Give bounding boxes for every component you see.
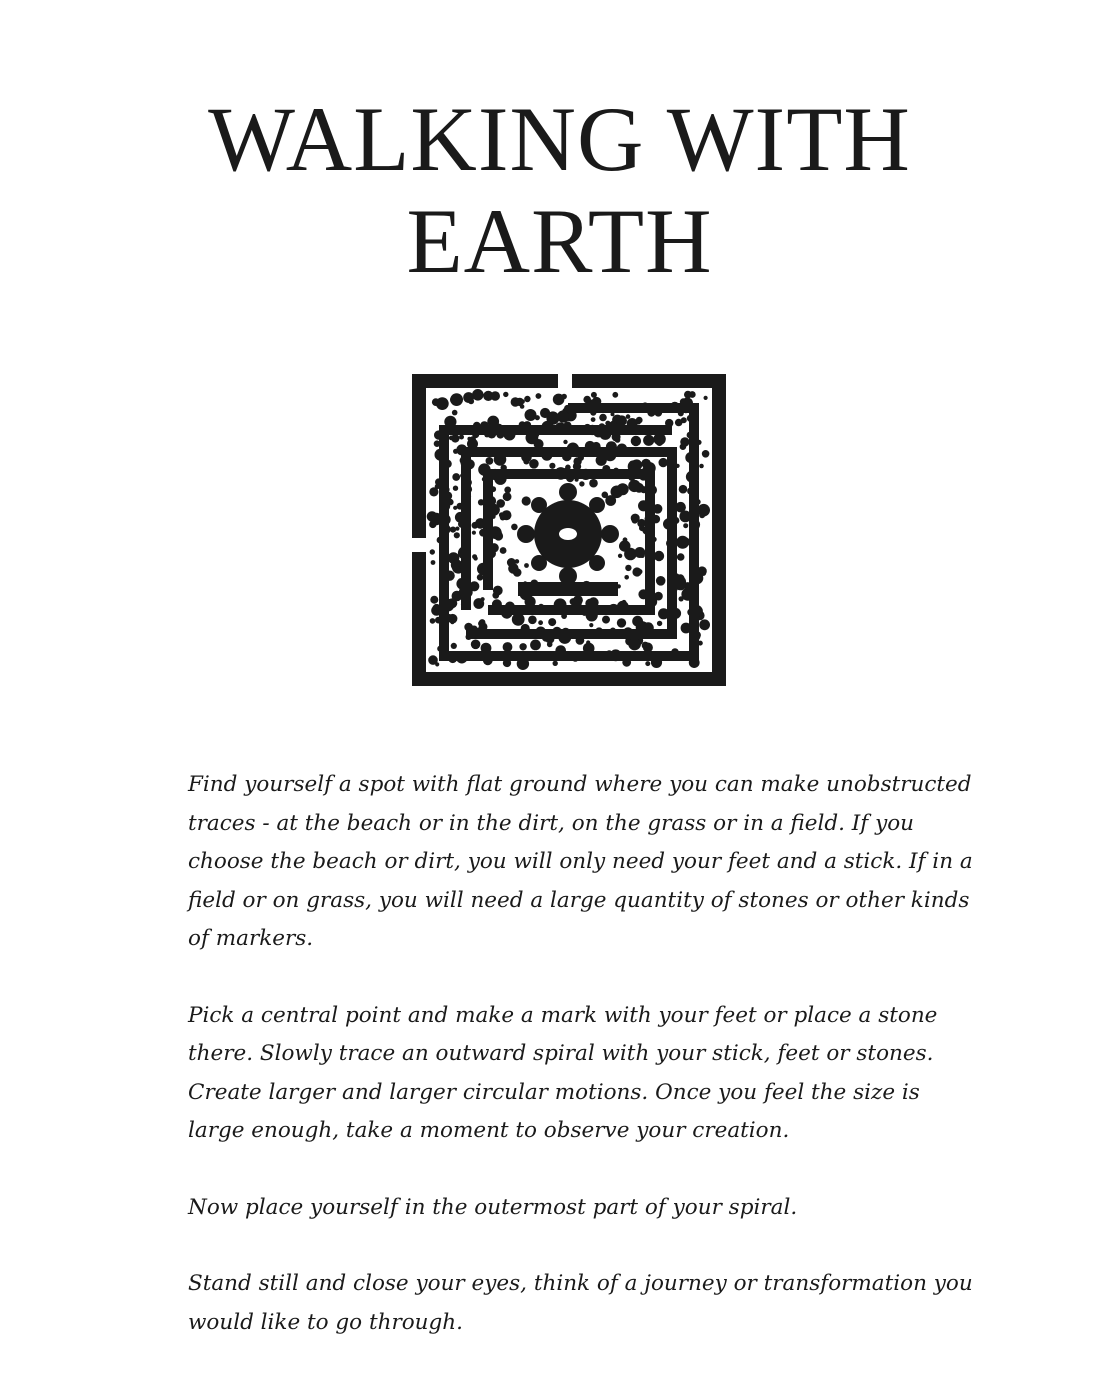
paragraph-4: Stand still and close your eyes, think of a journey or transformation you would like to go through.: [188, 1271, 973, 1335]
paragraph-2: Pick a central point and make a mark with your feet or place a stone there. Slowly trace an outward spiral with your stick, feet or stones. Create larger and larger circular motions. Once you feel the size is large enough, take a moment to observe your creation.: [188, 1002, 938, 1143]
title-line-2: EARTH: [406, 190, 713, 292]
paragraph-1: Find yourself a spot with flat ground where you can make unobstructed traces - at the beach or in the dirt, on the grass or in a field. If you choose the beach or dirt, you will only need your feet and a stick. If in a field or on grass, you will need a large quantity of stones or other kinds of markers.: [188, 772, 973, 951]
body-text: [188, 766, 978, 1342]
title-line-1: WALKING WITH: [208, 88, 911, 190]
page-title: [0, 88, 1119, 292]
paragraph-3: Now place yourself in the outermost part of your spiral.: [188, 1194, 798, 1220]
spiral-labyrinth-stamp-icon: [408, 370, 730, 690]
